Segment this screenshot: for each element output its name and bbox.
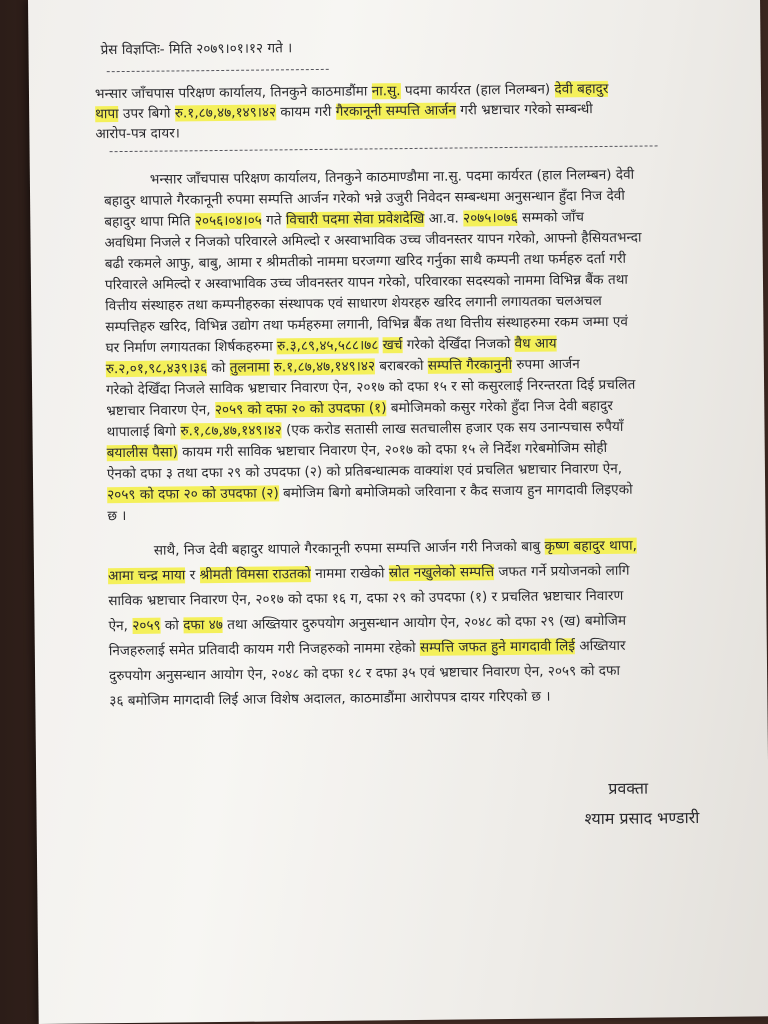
- para2-line-5: निजहरुलाई समेत प्रतिवादी कायम गरी निजहरुको नाममा रहेको सम्पत्ति जफत हुने मागदावी लिई अख्तियार: [108, 637, 626, 660]
- para1-line-6: परिवारले अमिल्दो र अस्वाभाविक उच्च जीवनस्तर यापन गरेको, परिवारका सदस्यको नाममा विभिन्न बैंक तथा: [104, 271, 628, 294]
- press-release-heading: प्रेस विज्ञप्तिः- मिति २०७९।०१।१२ गते ।: [100, 40, 293, 59]
- summary-line-2: थापा उपर बिगो रु.१,८७,४७,१४९।४२ कायम गरी गैरकानूनी सम्पत्ति आर्जन गरी भ्रष्टाचार गरेको सम्बन्धी: [95, 101, 593, 123]
- summary-line-1: भन्सार जाँचपास परिक्षण कार्यालय, तिनकुने काठमाडौंमा ना.सु. पदमा कार्यरत (हाल निलम्बन) देवी बहादुर: [94, 80, 609, 103]
- spokesperson-title: प्रवक्ता: [608, 778, 649, 798]
- para1-line-3: बहादुर थापा मिति २०५६।०४।०५ गते विचारी पदमा सेवा प्रवेशदेखि आ.व. २०७५।०७६ सम्मको जाँच: [104, 209, 585, 231]
- para1-line-4: अवधिमा निजले र निजको परिवारले अमिल्दो र अस्वाभाविक उच्च जीवनस्तर यापन गरेको, आफ्नो हैसियतभन्दा: [104, 229, 642, 252]
- para1-line-16: २०५९ को दफा २० को उपदफा (२) बमोजिम बिगो बमोजिमको जरिवाना र कैद सजाय हुन मागदावी लिइएको: [107, 481, 633, 504]
- para1-line-9: घर निर्माण लगायतका शिर्षकहरुमा रु.३,८९,४५,५८८।७८ खर्च गरेको देखिँदा निजको वैध आय: [105, 335, 557, 357]
- spokesperson-name: श्याम प्रसाद भण्डारी: [584, 808, 700, 829]
- summary-divider: [110, 145, 658, 152]
- press-release-document: [28, 0, 768, 1024]
- summary-line-3: आरोप-पत्र दायर।: [95, 125, 180, 143]
- para1-line-10: रु.२,०१,९८,४३९।३६ को तुलनामा रु.१,८७,४७,१४९।४२ बराबरको सम्पत्ति गैरकानुनी रुपमा आर्जन: [105, 356, 580, 378]
- para2-line-6: दुरुपयोग अनुसन्धान आयोग ऐन, २०४८ को दफा १८ र दफा ३५ एवं भ्रष्टाचार निवारण ऐन, २०५९ को दफा: [109, 662, 621, 685]
- para1-line-13: थापालाई बिगो रु.१,८७,४७,१४९।४२ (एक करोड सतासी लाख सतचालीस हजार एक सय उनान्पचास रुपैयाँ: [106, 418, 624, 441]
- heading-divider: [107, 69, 329, 72]
- para1-line-2: बहादुर थापाले गैरकानूनी रुपमा सम्पत्ति आर्जन गरेको भन्ने उजुरी निवेदन सम्बन्धमा अनुसन्धान हुँदा निज देवी: [104, 187, 625, 210]
- para1-line-14: बयालीस पैसा) कायम गरी साविक भ्रष्टाचार निवारण ऐन, २०१७ को दफा १५ ले निर्देश गरेबमोजिम सोही: [106, 439, 608, 462]
- para2-line-2: आमा चन्द्र माया र श्रीमती विमसा राउतको नाममा राखेको स्रोत नखुलेको सम्पत्ति जफत गर्ने प्रयोजनको लागि: [107, 562, 630, 585]
- para1-line-7: वित्तीय संस्थाहरु तथा कम्पनीहरुका संस्थापक एवं साधारण शेयरहरु खरिद लगानी लगायतका चलअचल: [105, 293, 602, 315]
- para2-line-4: ऐन, २०५९ को दफा ४७ तथा अख्तियार दुरुपयोग अनुसन्धान आयोग ऐन, २०४८ को दफा २९ (ख) बमोजिम: [108, 612, 627, 635]
- para1-line-8: सम्पत्तिहरु खरिद, विभिन्न उद्योग तथा फर्महरुमा लगानी, विभिन्न बैंक तथा वित्तीय संस्थाहरुमा रकम जम्मा एवं: [105, 313, 629, 336]
- para1-line-12: भ्रष्टाचार निवारण ऐन, २०५९ को दफा २० को उपदफा (१) बमोजिमको कसुर गरेको हुँदा निज देवी बहादुर: [106, 397, 613, 420]
- para1-line-15: ऐनको दफा ३ तथा दफा २९ को उपदफा (२) को प्रतिबन्धात्मक वाक्यांश एवं प्रचलित भ्रष्टाचार निवारण ऐन,: [106, 460, 623, 483]
- para2-line-3: साविक भ्रष्टाचार निवारण ऐन, २०१७ को दफा १६ ग, दफा २९ को उपदफा (१) र प्रचलित भ्रष्टाचार निवारण: [108, 587, 624, 610]
- para2-line-1: साथै, निज देवी बहादुर थापाले गैरकानूनी रुपमा सम्पत्ति आर्जन गरी निजको बाबु कृष्ण बहादुर थापा,: [153, 537, 638, 559]
- para1-line-5: बढी रकमले आफु, बाबु, आमा र श्रीमतीको नाममा घरजग्गा खरिद गर्नुका साथै कम्पनी तथा फर्महरु दर्ता गरी: [104, 250, 627, 273]
- para1-line-11: गरेको देखिँदा निजले साविक भ्रष्टाचार निवारण ऐन, २०१७ को दफा १५ र सो कसुरलाई निरन्तरता दिई प्रचलित: [106, 376, 636, 399]
- para1-line-17: छ ।: [107, 507, 127, 525]
- para2-line-7: ३६ बमोजिम मागदावी लिई आज विशेष अदालत, काठमाडौंमा आरोपपत्र दायर गरिएको छ ।: [109, 688, 551, 710]
- para1-line-1: भन्सार जाँचपास परिक्षण कार्यालय, तिनकुने काठमाण्डौमा ना.सु. पदमा कार्यरत (हाल निलम्बन) देवी: [149, 166, 635, 188]
